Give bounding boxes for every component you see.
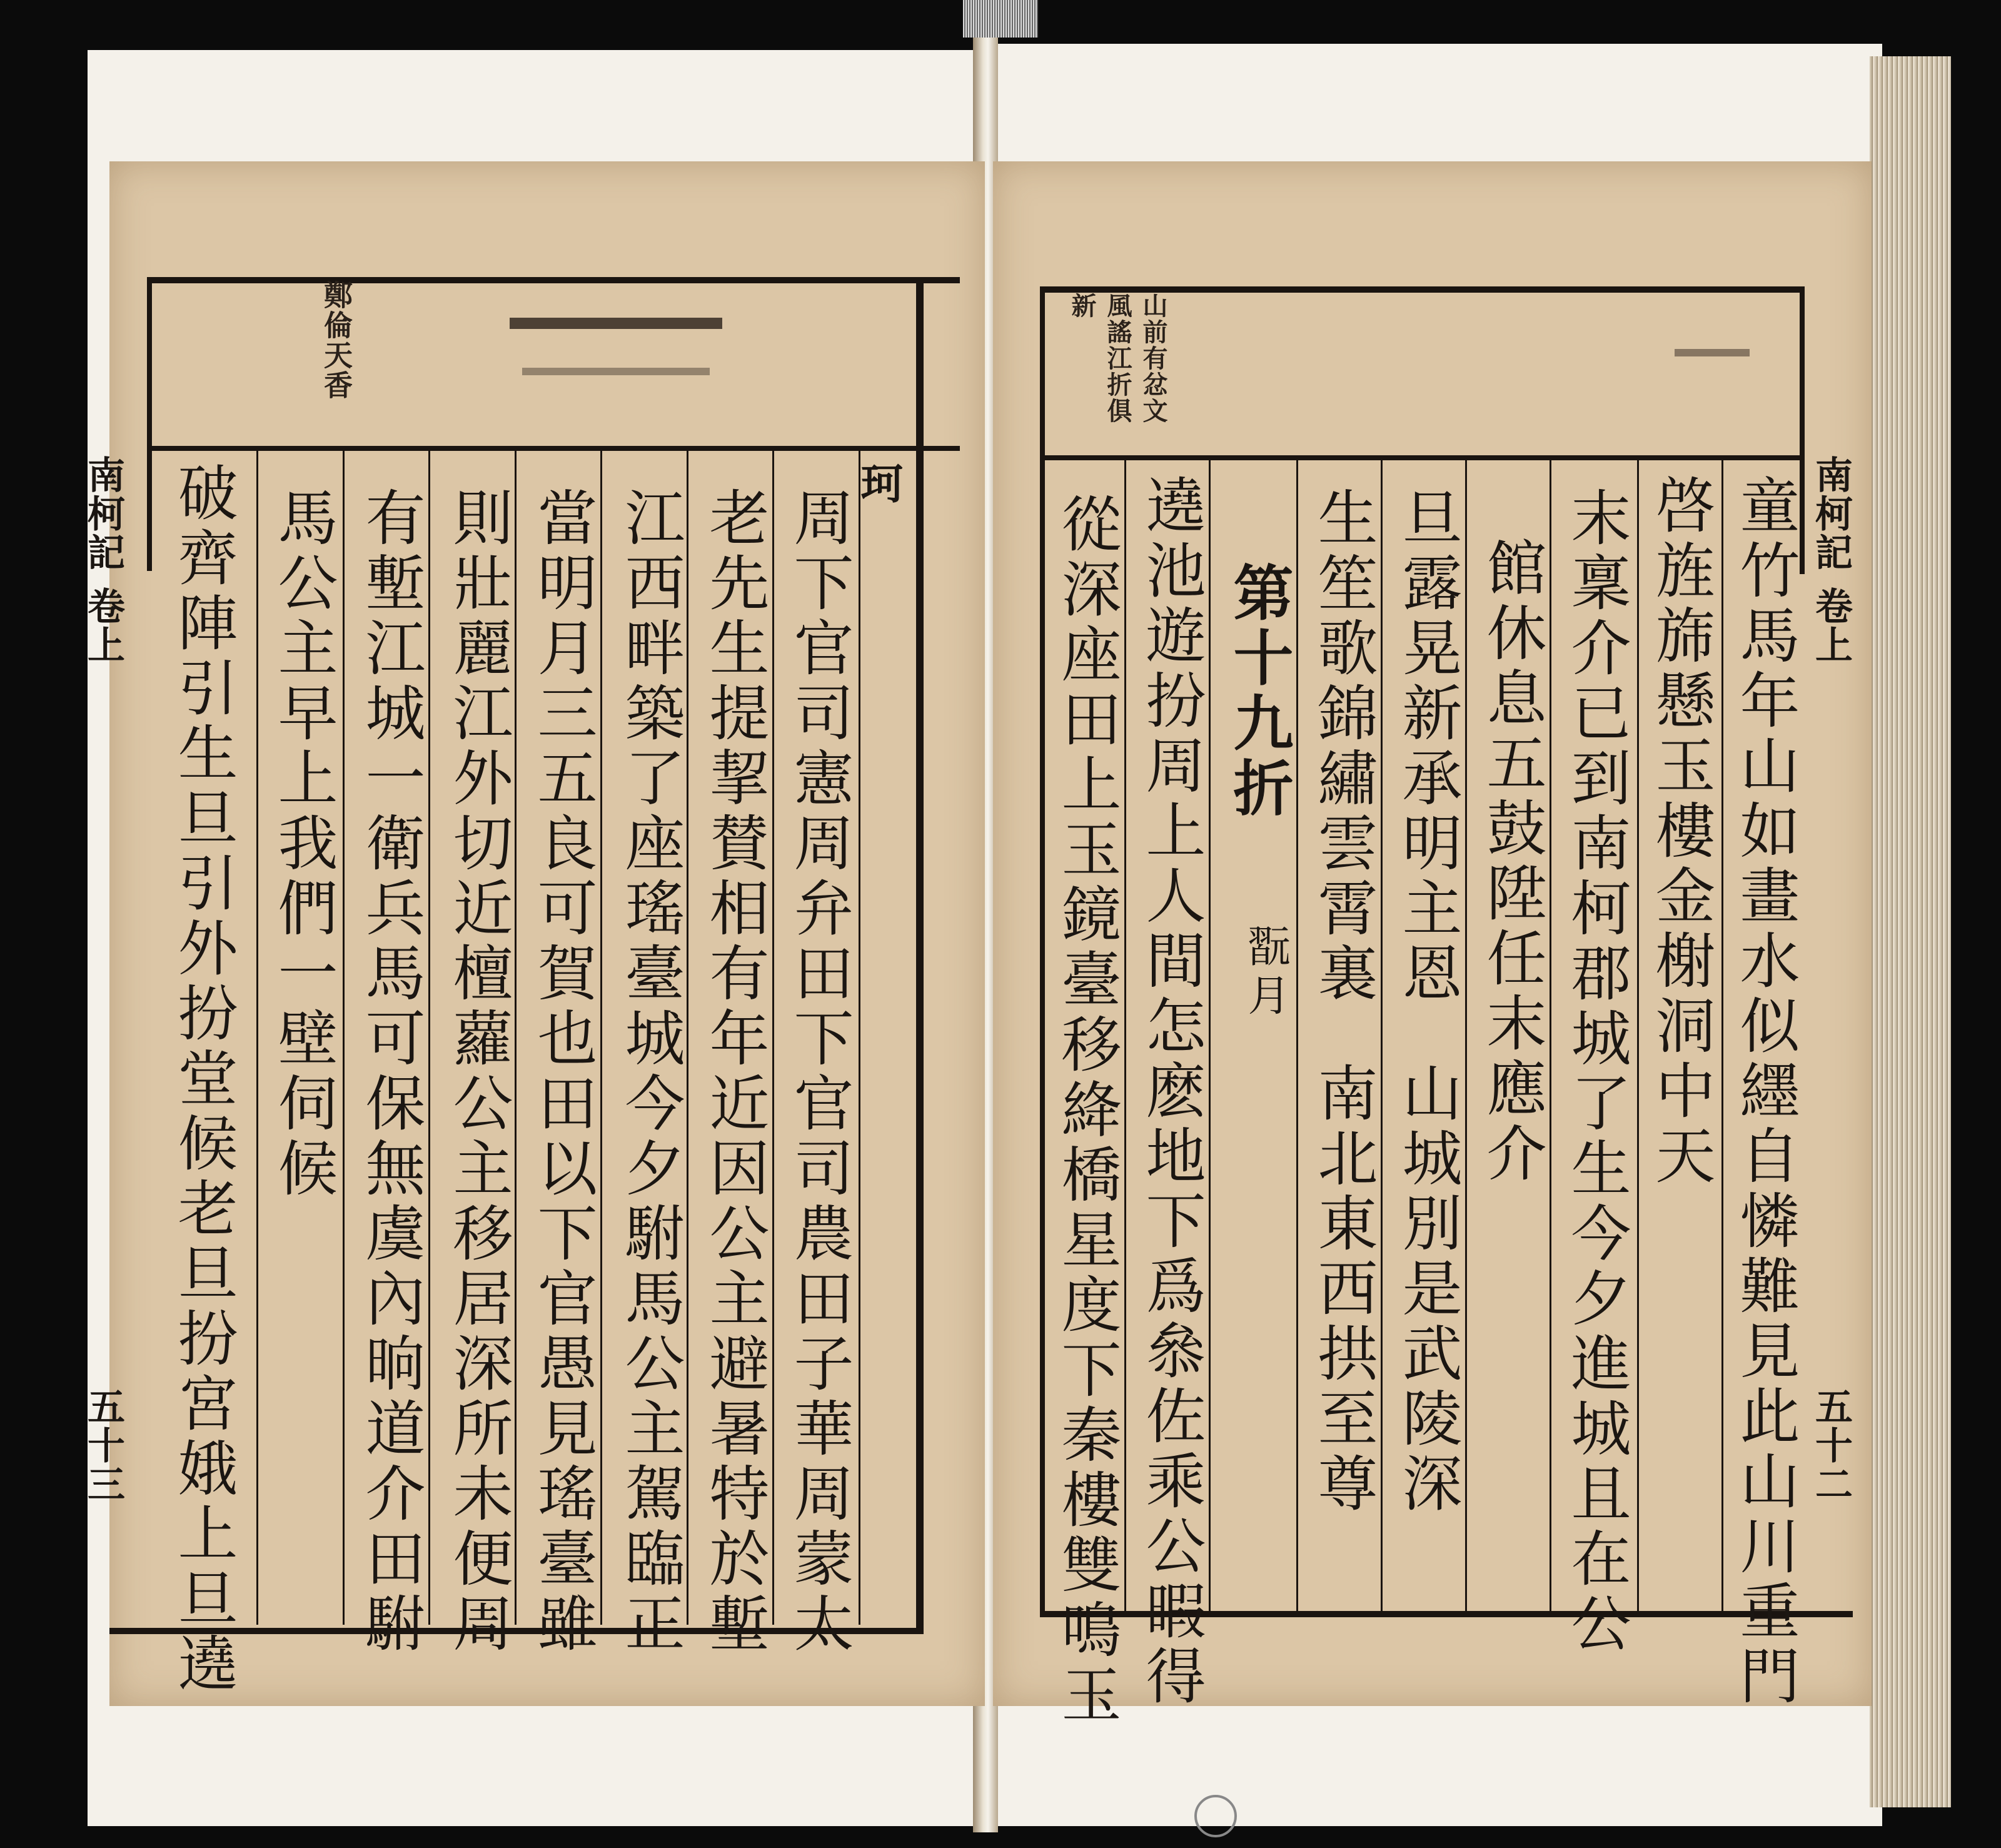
right-text-column-4: 館休息五鼓陞任末應介 bbox=[1477, 537, 1547, 1187]
left-rule bbox=[428, 449, 430, 1625]
right-rule bbox=[1721, 460, 1723, 1611]
right-rule bbox=[1296, 460, 1298, 1611]
left-banner-note: 鄭倫天香 bbox=[320, 280, 353, 400]
left-chapter: 卷上 bbox=[81, 587, 125, 664]
right-frame-left bbox=[1040, 286, 1045, 1612]
left-text-column-5: 當明月三五良可賀也田以下官愚見瑤臺雖 bbox=[528, 487, 598, 1657]
left-text-column-6: 則壯麗江外切近檀蘿公主移居深所未便周 bbox=[443, 487, 513, 1657]
right-rule bbox=[1550, 460, 1551, 1611]
left-frame-mid bbox=[147, 446, 960, 451]
left-rule bbox=[343, 449, 345, 1625]
chapter-heading: 第十九折 bbox=[1224, 562, 1294, 822]
right-text-column-3: 末稟介已到南柯郡城了生今夕進城且在公 bbox=[1561, 487, 1631, 1657]
right-text-column-11: 從深座田上玉鏡臺移絳橋星度下秦樓雙鳴玉 bbox=[1052, 493, 1122, 1729]
left-text-column-2: 周下官司憲周弁田下官司農田子華周蒙太 bbox=[784, 487, 854, 1657]
right-text-column-7: 生笙歌錦繡雲霄裏 bbox=[1308, 487, 1378, 1007]
left-folio: 五十三 bbox=[81, 1387, 125, 1503]
right-text-column-2: 啓旌旆懸玉樓金榭洞中天 bbox=[1646, 474, 1716, 1189]
left-rule bbox=[256, 449, 258, 1625]
left-frame-right bbox=[916, 277, 924, 1634]
right-leaf bbox=[993, 161, 1872, 1729]
left-frame-left bbox=[147, 277, 152, 571]
right-folio: 五十二 bbox=[1809, 1387, 1853, 1503]
right-frame-mid bbox=[1040, 455, 1803, 460]
left-title-strip: 南柯記 bbox=[81, 455, 125, 572]
library-seal bbox=[1194, 1795, 1237, 1837]
right-chapter: 卷上 bbox=[1809, 587, 1853, 664]
left-text-column-4: 江西畔築了座瑤臺城今夕駙馬公主駕臨正 bbox=[615, 487, 685, 1657]
left-text-column-3: 老先生提挈賛相有年近因公主避暑特於塹 bbox=[700, 487, 770, 1657]
right-text-column-8: 南北東西拱至尊 bbox=[1308, 1062, 1378, 1517]
left-text-column-9: 破齊陣引生旦引外扮堂候老旦扮宮娥上旦遶 bbox=[168, 462, 238, 1697]
left-banner-smudge-2 bbox=[522, 368, 710, 375]
right-rule bbox=[1209, 460, 1211, 1611]
left-rule bbox=[772, 449, 774, 1625]
right-banner-smudge bbox=[1675, 349, 1750, 356]
right-title-strip: 南柯記 bbox=[1809, 455, 1853, 572]
right-rule bbox=[1124, 460, 1126, 1611]
left-rule bbox=[600, 449, 602, 1625]
right-frame-top bbox=[1040, 286, 1803, 293]
right-banner-note: 山前有忿文風謠江折俱新 bbox=[1067, 293, 1168, 424]
left-rule bbox=[859, 449, 860, 1625]
right-text-column-10: 遶池遊扮周上人間怎麽地下爲叅佐乘公暇得 bbox=[1136, 474, 1206, 1710]
right-text-column-1: 童竹馬年山如畫水似纆自憐難見此山川重門 bbox=[1730, 474, 1800, 1710]
left-text-column-7: 有塹江城一衛兵馬可保無虞內晌道介田駙 bbox=[356, 487, 426, 1657]
right-rule bbox=[1465, 460, 1467, 1611]
left-frame-top bbox=[147, 277, 960, 283]
right-text-column-6: 山城別是武陵深 bbox=[1393, 1062, 1463, 1517]
page-edge-stack bbox=[1870, 56, 1951, 1807]
right-rule bbox=[1381, 460, 1383, 1611]
book-spine-threads bbox=[963, 0, 1038, 38]
left-text-column-1: 珂 bbox=[854, 462, 904, 510]
right-text-column-5: 旦露晃新承明主恩 bbox=[1393, 487, 1463, 1007]
left-text-column-8: 馬公主早上我們一壁伺候 bbox=[268, 487, 338, 1202]
left-leaf bbox=[81, 161, 985, 1706]
chapter-subtitle: 翫月 bbox=[1241, 924, 1290, 1022]
right-rule bbox=[1637, 460, 1639, 1611]
left-banner-smudge bbox=[510, 318, 722, 329]
